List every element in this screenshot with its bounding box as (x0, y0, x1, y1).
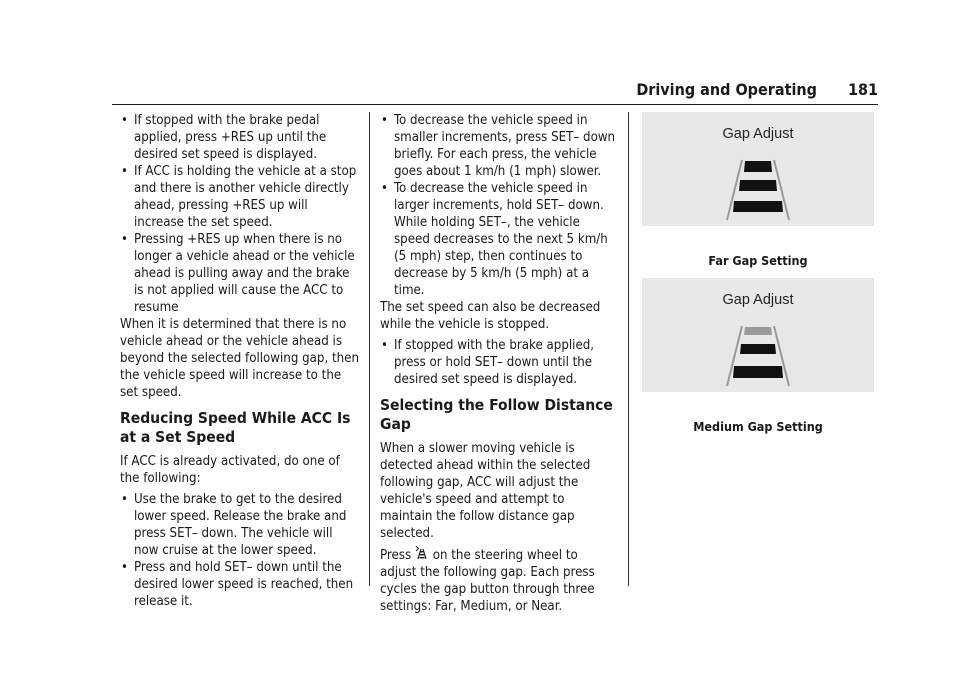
bullet-item: • To decrease the vehicle speed in larger increments, hold SET– down. While holding SET–, the vehicle speed decreases to the next 5 km/h (5 mph) step, then continues to decrease by 5 km/h (5 mph) at a time. (380, 180, 616, 299)
gap-bar-2 (739, 180, 777, 191)
bullet-item: • To decrease the vehicle speed in smaller increments, press SET– down briefly. For each press, the vehicle goes about 1 km/h (1 mph) slower. (380, 112, 616, 180)
section-title: Driving and Operating (636, 80, 817, 99)
bullet-item: • Pressing +RES up when there is no longer a vehicle ahead or the vehicle ahead is pulling away and the brake is not applied will cause the ACC to resume (120, 231, 360, 316)
gap-adjust-icon (415, 546, 429, 560)
column-middle (380, 112, 616, 619)
paragraph: When it is determined that there is no vehicle ahead or the vehicle ahead is beyond the selected following gap, then the vehicle speed will increase to the set speed. (120, 317, 359, 400)
bullet-item: • If ACC is holding the vehicle at a stop and there is another vehicle directly ahead, pressing +RES up will increase the set speed. (120, 163, 360, 231)
paragraph (380, 546, 616, 615)
bullet-item: • Use the brake to get to the desired lower speed. Release the brake and press SET– down. The vehicle will now cruise at the lower speed. (120, 491, 360, 559)
gap-bar-3 (733, 366, 783, 378)
bullet-item: • If stopped with the brake applied, press or hold SET– down until the desired set speed is displayed. (380, 337, 616, 388)
gap-bar-3 (733, 201, 783, 212)
bullet-item: • Press and hold SET– down until the desired lower speed is reached, then release it. (120, 559, 360, 610)
text-run: Press (380, 548, 412, 563)
gap-bar-1 (744, 161, 772, 172)
gap-bar-2 (740, 344, 776, 354)
section-heading: Selecting the Follow Distance Gap (380, 396, 613, 433)
column-divider (628, 112, 629, 586)
gap-diagram-medium (642, 278, 874, 392)
column-divider (369, 112, 370, 586)
section-heading: Reducing Speed While ACC Is at a Set Speed (120, 409, 351, 446)
gap-diagram-far (642, 112, 874, 226)
paragraph: If ACC is already activated, do one of the following: (120, 454, 340, 486)
gap-bar-1-inactive (744, 327, 772, 335)
figure-title: Gap Adjust (722, 292, 794, 308)
medium-gap-figure (642, 278, 874, 392)
text-run: on the steering wheel to adjust the following gap. Each press cycles the gap button through three settings: Far, Medium, or Near. (380, 548, 595, 614)
far-gap-figure (642, 112, 874, 226)
header-rule (112, 104, 878, 105)
column-left (120, 112, 360, 610)
paragraph: When a slower moving vehicle is detected ahead within the selected following gap, ACC will adjust the vehicle's speed and attempt to maintain the follow distance gap selected. (380, 441, 591, 541)
page-number: 181 (847, 80, 878, 99)
figure-title: Gap Adjust (722, 126, 794, 142)
paragraph: The set speed can also be decreased while the vehicle is stopped. (380, 300, 601, 332)
figure-caption: Medium Gap Setting (693, 419, 823, 434)
figure-caption: Far Gap Setting (708, 253, 808, 268)
page-header (0, 80, 878, 99)
bullet-item: • If stopped with the brake pedal applied, press +RES up until the desired set speed is displayed. (120, 112, 360, 163)
